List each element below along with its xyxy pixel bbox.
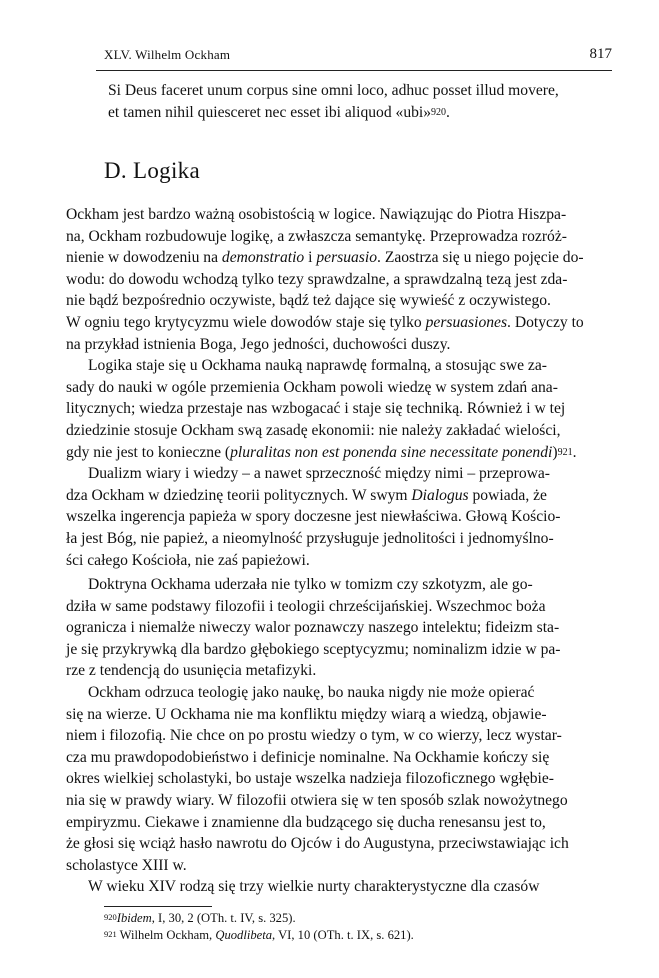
text-line: litycznych; wiedza przestaje nas wzbogacać i staje się techniką. Również i w tej xyxy=(66,400,566,418)
latin-quote xyxy=(108,80,610,123)
page-header xyxy=(104,47,612,67)
text-line: Doktryna Ockhama uderzała nie tylko w tomizm czy szkotyzm, ale go- xyxy=(88,576,533,593)
text-line: rze z tendencją do usunięcia metafizyki. xyxy=(66,662,317,680)
text-line: się na wierze. U Ockhama nie ma konfliktu między wiarą a wiedzą, objawie- xyxy=(66,705,547,723)
text-line: empiryzmu. Ciekawe i znamienne dla budzącego się ducha renesansu jest to, xyxy=(66,813,546,831)
text-line: cza mu prawdopodobieństwo i definicje nominalne. Na Ockhamie kończy się xyxy=(66,748,550,766)
footnote-rule xyxy=(104,906,212,907)
text-line: ła jest Bóg, nie papież, a nieomylność przysługuje jednolitości i jednomyślno- xyxy=(66,529,554,547)
paragraph xyxy=(66,876,612,898)
text-line: Dualizm wiary i wiedzy – a nawet sprzeczność między nimi – przeprowa- xyxy=(88,465,551,483)
text-line: Si Deus faceret unum corpus sine omni loco, adhuc posset illud movere, xyxy=(108,82,559,99)
footnote-920: $^{920}$Ibidem, I, 30, 2 (OTh. t. IV, s. 325). xyxy=(104,911,296,925)
text-line: nia się w prawdy wiary. W filozofii otwiera się w ten sposób szlak nowożytnego xyxy=(66,791,568,809)
running-head: XLV. Wilhelm Ockham xyxy=(104,47,231,62)
text-line: ści całego Kościoła, nie zaś papieżowi. xyxy=(66,551,310,569)
text-line: W ogniu tego krytycyzmu wiele dowodów staje się tylko persuasiones. Dotyczy to xyxy=(66,313,584,331)
page-number: 817 xyxy=(589,46,612,62)
footnote-921: $^{921}$ Wilhelm Ockham, Quodlibeta, VI, 10 (OTh. t. IX, s. 621). xyxy=(104,928,414,942)
text-line: na przykład istnienia Boga, Jego jedności, duchowości duszy. xyxy=(66,335,451,353)
paragraph xyxy=(66,574,612,682)
text-line: Ockham odrzuca teologię jako naukę, bo nauka nigdy nie może opierać xyxy=(88,683,535,701)
paragraph xyxy=(66,682,612,876)
text-line: wszelka ingerencja papieża w spory doczesne jest niewłaściwa. Głową Kościo- xyxy=(66,508,561,526)
text-line: nienie w dowodzeniu na demonstratio i persuasio. Zaostrza się u niego pojęcie do- xyxy=(66,249,584,267)
text-block-1 xyxy=(66,204,612,571)
text-line: W wieku XIV rodzą się trzy wielkie nurty charakterystyczne dla czasów xyxy=(88,878,540,896)
footnote-ref: 920 xyxy=(431,106,447,118)
paragraph xyxy=(66,204,612,355)
text-line: Ockham jest bardzo ważną osobistością w logice. Nawiązując do Piotra Hiszpa- xyxy=(66,206,567,223)
text-line: ogranicza i niemalże niweczy walor poznawczy naszego intelektu; fideizm sta- xyxy=(66,619,560,637)
text-line: et tamen nihil quiesceret nec esset ibi aliquod «ubi»$^{920}$. xyxy=(108,103,450,121)
text-line: scholastyce XIII w. xyxy=(66,856,187,874)
text-line: niem i filozofią. Nie chce on po prostu wiedzy o tym, w co wierzy, lecz wystar- xyxy=(66,727,562,745)
text-line: że głosi się wciąż hasło nawrotu do Ojców i do Augustyna, przeciwstawiając ich xyxy=(66,835,569,853)
text-line: na, Ockham rozbudowuje logikę, a zwłaszcza semantykę. Przeprowadza rozróż- xyxy=(66,227,567,245)
section-title: D. Logika xyxy=(104,158,200,183)
text-block-2 xyxy=(66,574,612,898)
paragraph xyxy=(66,355,612,463)
text-line: wodu: do dowodu wchodzą tylko tezy sprawdzalne, a sprawdzalną tezą jest zda- xyxy=(66,270,568,288)
text-line: sady do nauki w ogóle przemienia Ockham powoli wiedzę w system zdań ana- xyxy=(66,378,558,396)
text-line: okres wielkiej scholastyki, bo ustaje wszelka nadzieja filozoficznego wgłębie- xyxy=(66,770,554,788)
text-line: gdy nie jest to konieczne (pluralitas non est ponenda sine necessitate ponendi)$^{921}$. xyxy=(66,443,577,461)
text-line: dziedzinie stosuje Ockham swą zasadę ekonomii: nie należy zakładać wielości, xyxy=(66,421,561,439)
header-rule xyxy=(96,70,612,71)
paragraph xyxy=(66,463,612,571)
text-line: dziła w same podstawy filozofii i teologii chrześcijańskiej. Wszechmoc boża xyxy=(66,597,546,615)
text-line: je się przykrywką dla bardzo głębokiego sceptycyzmu; nominalizm idzie w pa- xyxy=(66,640,561,658)
text-line: nie bądź bezpośrednio oczywiste, bądź też dające się wywieść z oczywistego. xyxy=(66,292,551,310)
text-line: Logika staje się u Ockhama nauką naprawdę formalną, a stosując swe za- xyxy=(88,357,547,375)
text-line: dza Ockham w dziedzinę teorii politycznych. W swym Dialogus powiada, że xyxy=(66,486,547,504)
footnote-ref: 921 xyxy=(557,446,573,458)
